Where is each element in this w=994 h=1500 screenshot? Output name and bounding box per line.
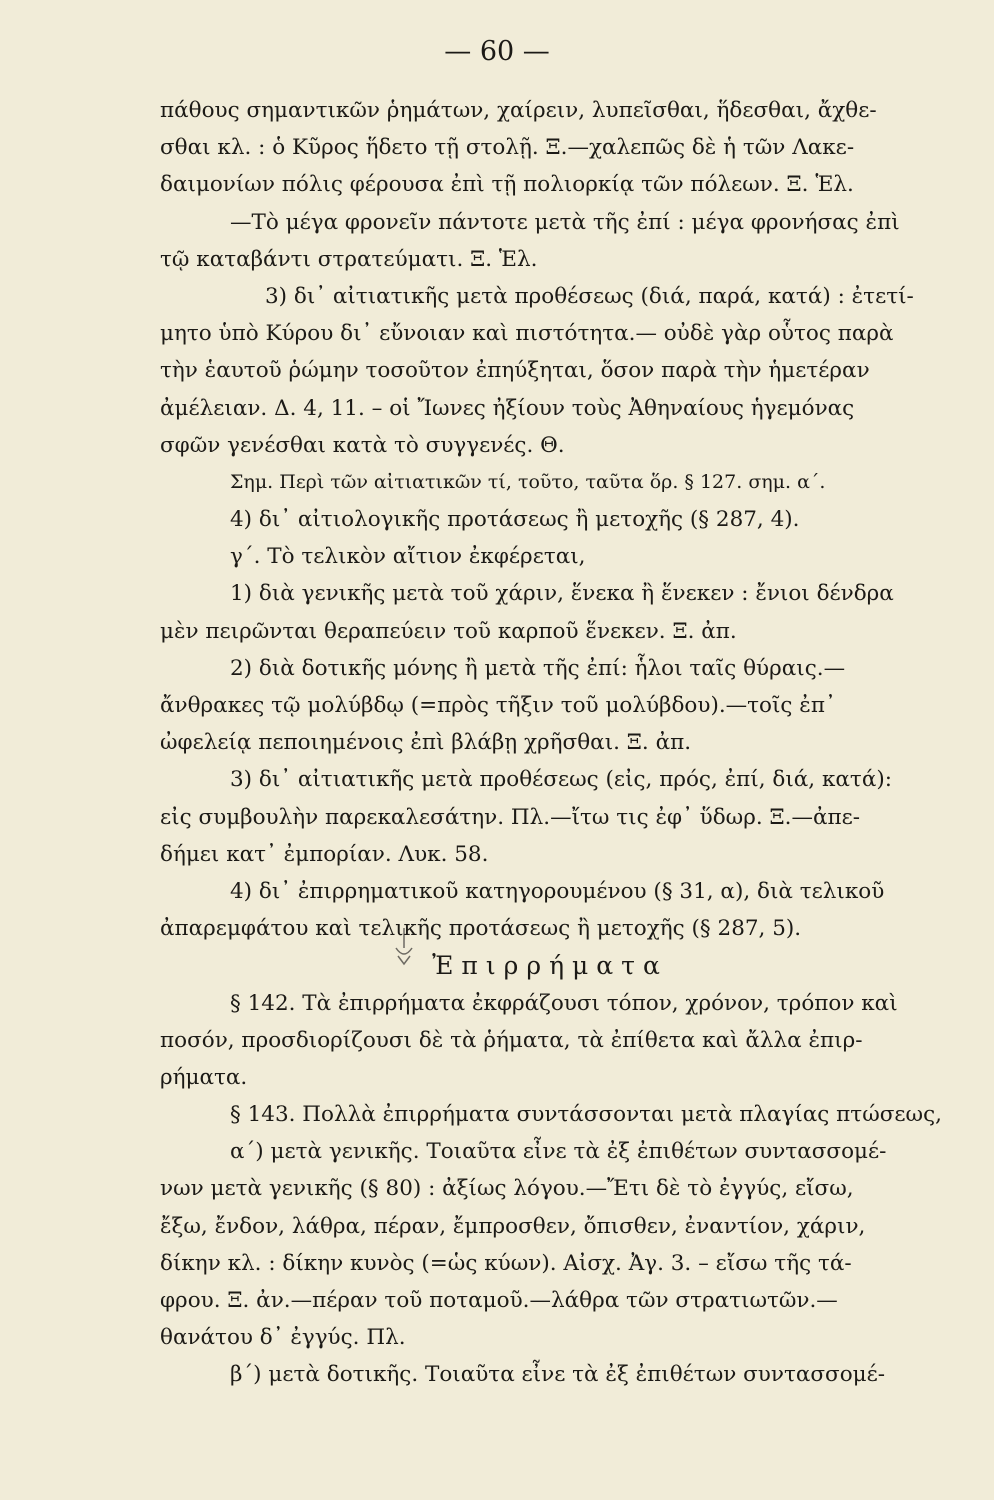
text-line: γ΄. Τὸ τελικὸν αἴτιον ἐκφέρεται, bbox=[230, 544, 586, 570]
text-line: θανάτου δ᾿ ἐγγύς. Πλ. bbox=[160, 1325, 406, 1351]
text-line: 4) δι᾿ ἐπιρρηματικοῦ κατηγορουμένου (§ 31, α), διὰ τελικοῦ bbox=[230, 878, 885, 904]
note-line: Σημ. Περὶ τῶν αἰτιατικῶν τί, τοῦτο, ταῦτα ὅρ. § 127. σημ. α΄. bbox=[230, 470, 826, 493]
text-line: τῷ καταβάντι στρατεύματι. Ξ. Ἑλ. bbox=[160, 246, 538, 272]
text-line: σθαι κλ. : ὁ Κῦρος ἥδετο τῇ στολῇ. Ξ.—χαλεπῶς δὲ ἡ τῶν Λακε- bbox=[160, 135, 855, 161]
page-number: — 60 — bbox=[444, 36, 550, 67]
text-line: —Τὸ μέγα φρονεῖν πάντοτε μετὰ τῆς ἐπί : μέγα φρονήσας ἐπὶ bbox=[230, 209, 900, 235]
text-line: ἀμέλειαν. Δ. 4, 11. – οἱ Ἴωνες ἠξίουν τοὺς Ἀθηναίους ἡγεμόνας bbox=[160, 395, 855, 421]
text-line: τὴν ἑαυτοῦ ῥώμην τοσοῦτον ἐπηύξηται, ὅσον παρὰ τὴν ἡμετέραν bbox=[160, 358, 870, 384]
text-line: 1) διὰ γενικῆς μετὰ τοῦ χάριν, ἕνεκα ἢ ἕνεκεν : ἔνιοι δένδρα bbox=[230, 581, 894, 607]
text-line: μὲν πειρῶνται θεραπεύειν τοῦ καρποῦ ἕνεκεν. Ξ. ἀπ. bbox=[160, 618, 737, 644]
text-line: εἰς συμβουλὴν παρεκαλεσάτην. Πλ.—ἴτω τις ἐφ᾿ ὕδωρ. Ξ.—ἀπε- bbox=[160, 804, 861, 830]
text-line: δήμει κατ᾿ ἐμπορίαν. Λυκ. 58. bbox=[160, 841, 489, 867]
text-line: πάθους σημαντικῶν ῥημάτων, χαίρειν, λυπεῖσθαι, ἥδεσθαι, ἄχθε- bbox=[160, 98, 877, 123]
text-line: α΄) μετὰ γενικῆς. Τοιαῦτα εἶνε τὰ ἐξ ἐπιθέτων συντασσομέ- bbox=[230, 1139, 887, 1165]
text-line: δαιμονίων πόλις φέρουσα ἐπὶ τῇ πολιορκίᾳ τῶν πόλεων. Ξ. Ἑλ. bbox=[160, 172, 854, 198]
text-line: § 142. Τὰ ἐπιρρήματα ἐκφράζουσι τόπον, χρόνον, τρόπον καὶ bbox=[230, 990, 898, 1016]
text-line: ὠφελείᾳ πεποιημένοις ἐπὶ βλάβῃ χρῆσθαι. Ξ. ἀπ. bbox=[160, 730, 692, 756]
text-line: § 143. Πολλὰ ἐπιρρήματα συντάσσονται μετὰ πλαγίας πτώσεως, bbox=[230, 1102, 942, 1128]
text-line: ρήματα. bbox=[160, 1064, 248, 1090]
text-line: φρου. Ξ. ἀν.—πέραν τοῦ ποταμοῦ.—λάθρα τῶν στρατιωτῶν.— bbox=[160, 1288, 838, 1313]
text-line: ἀπαρεμφάτου καὶ τελικῆς προτάσεως ἢ μετοχῆς (§ 287, 5). bbox=[160, 916, 802, 942]
text-line: ἄνθρακες τῷ μολύβδῳ (=πρὸς τῆξιν τοῦ μολύβδου).—τοῖς ἐπ᾿ bbox=[160, 693, 836, 718]
text-line: μητο ὑπὸ Κύρου δι᾿ εὔνοιαν καὶ πιστότητα.— οὐδὲ γὰρ οὗτος παρὰ bbox=[160, 321, 894, 347]
page-text bbox=[160, 92, 960, 1394]
text-line: δίκην κλ. : δίκην κυνὸς (=ὡς κύων). Αἰσχ. Ἀγ. 3. – εἴσω τῆς τά- bbox=[160, 1250, 852, 1276]
section-heading: Ἐπιρρήματα bbox=[432, 951, 668, 981]
text-line: νων μετὰ γενικῆς (§ 80) : ἀξίως λόγου.—Ἔτι δὲ τὸ ἐγγύς, εἴσω, bbox=[160, 1176, 854, 1202]
text-line: σφῶν γενέσθαι κατὰ τὸ συγγενές. Θ. bbox=[160, 432, 565, 458]
text-line: 4) δι᾿ αἰτιολογικῆς προτάσεως ἢ μετοχῆς (§ 287, 4). bbox=[230, 507, 800, 533]
text-line: 3) δι᾿ αἰτιατικῆς μετὰ προθέσεως (διά, παρά, κατά) : ἐτετί- bbox=[265, 283, 914, 309]
text-line: ἔξω, ἔνδον, λάθρα, πέραν, ἔμπροσθεν, ὄπισθεν, ἐναντίον, χάριν, bbox=[160, 1213, 866, 1239]
text-line: 3) δι᾿ αἰτιατικῆς μετὰ προθέσεως (εἰς, πρός, ἐπί, διά, κατά): bbox=[230, 767, 892, 793]
text-line: 2) διὰ δοτικῆς μόνης ἢ μετὰ τῆς ἐπί: ἧλοι ταῖς θύραις.— bbox=[230, 655, 846, 681]
text-line: β΄) μετὰ δοτικῆς. Τοιαῦτα εἶνε τὰ ἐξ ἐπιθέτων συντασσομέ- bbox=[230, 1362, 886, 1388]
text-line: ποσόν, προσδιορίζουσι δὲ τὰ ῥήματα, τὰ ἐπίθετα καὶ ἄλλα ἐπιρ- bbox=[160, 1027, 863, 1053]
